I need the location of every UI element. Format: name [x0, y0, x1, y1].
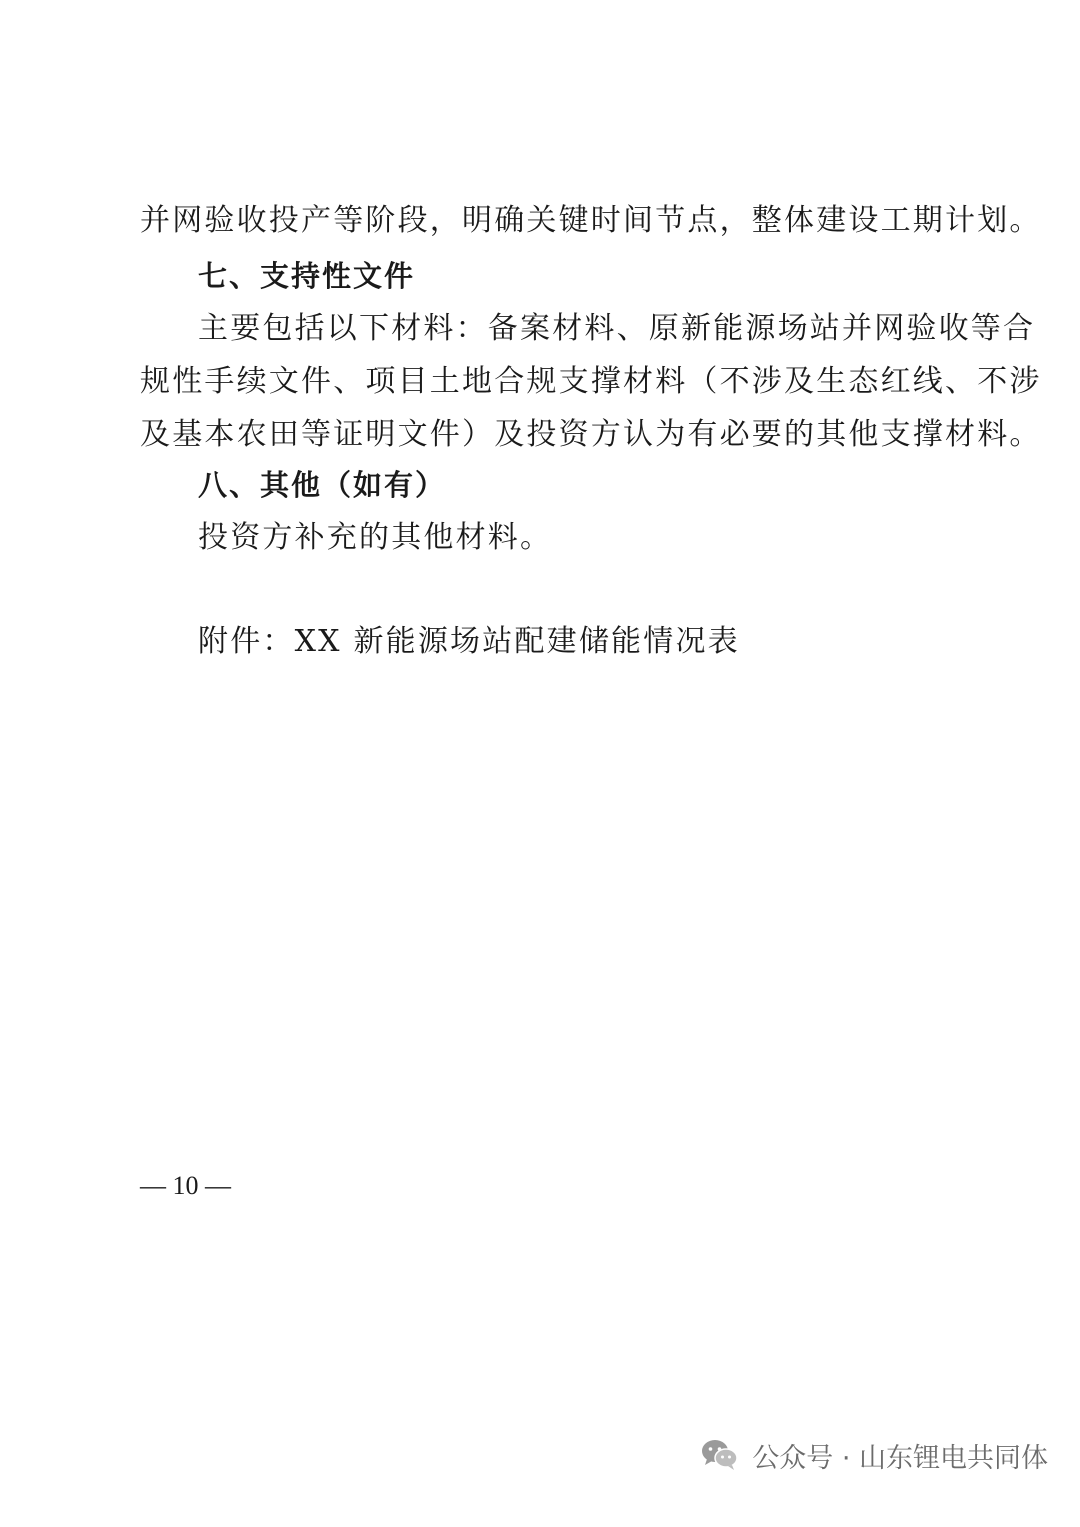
- section-7-line-1: 主要包括以下材料：备案材料、原新能源场站并网验收等合: [198, 311, 1036, 346]
- wechat-icon: [700, 1438, 740, 1472]
- section-7-line-3: 及基本农田等证明文件）及投资方认为有必要的其他支撑材料。: [140, 417, 1042, 452]
- section-7-heading: 七、支持性文件: [198, 259, 416, 293]
- page-number: — 10 —: [140, 1171, 231, 1200]
- watermark: [700, 1433, 1048, 1477]
- section-8-body: 投资方补充的其他材料。: [198, 520, 553, 555]
- watermark-text: 公众号 · 山东锂电共同体: [752, 1442, 1048, 1474]
- section-8-heading: 八、其他（如有）: [198, 468, 447, 502]
- paragraph-continued: 并网验收投产等阶段，明确关键时间节点，整体建设工期计划。: [140, 203, 1042, 238]
- section-7-line-2: 规性手续文件、项目土地合规支撑材料（不涉及生态红线、不涉: [140, 364, 1042, 399]
- attachment-line: 附件：XX 新能源场站配建储能情况表: [198, 624, 740, 659]
